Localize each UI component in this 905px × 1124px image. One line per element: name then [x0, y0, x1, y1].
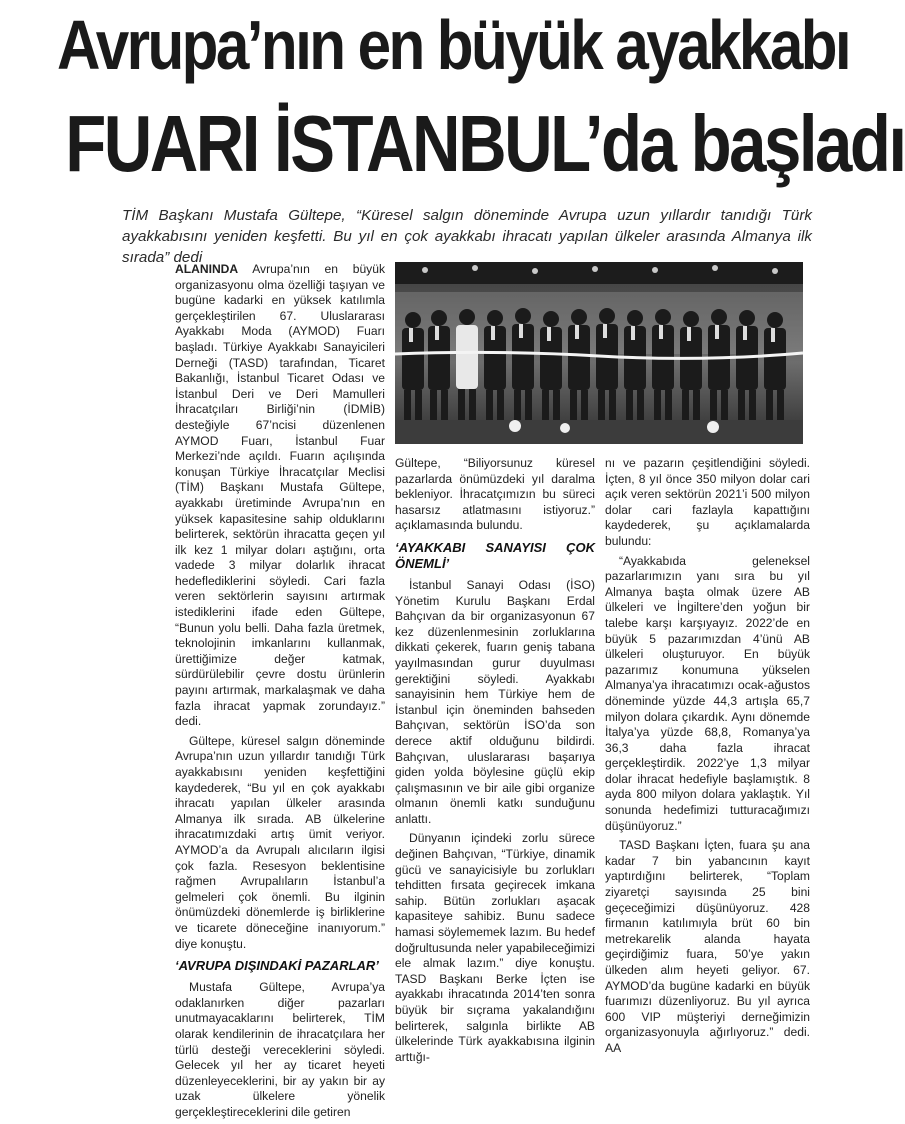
paragraph: TASD Başkanı İçten, fuara şu ana kadar 7 bin yabancının kayıt yaptırdığını belirterek, “Toplam ziyaretçi sayısında 25 bini geçeceğimizi düşünüyoruz. 428 firmanın katılımıyla brüt 60 bin metrekarelik alanda hayata geçirdiğimiz fuara, 50’ye yakın ülkeden alım heyeti geliyor. 67. AYMOD’da bugüne kadarki en büyük fuarımızı düzenliyoruz. Bu yıl ayrıca 600 VIP müşteriyi derneğimizin organizasyonuyla ağırlıyoruz.” dedi. AA [605, 838, 810, 1055]
section-subhead: ‘AYAKKABI SANAYISI ÇOK ÖNEMLİ’ [395, 539, 595, 571]
paragraph: Gültepe, “Biliyorsunuz küresel pazarlarda önümüzdeki yıl daralma bekleniyor. İhracatçımızın bu süreci hasarsız atlatmasını istiyoruz.” açıklamasında bulundu. [395, 456, 595, 533]
headline-line-2: FUARI İSTANBUL’da başladı [65, 99, 905, 188]
paragraph: “Ayakkabıda geleneksel pazarlarımızın yanı sıra bu yıl Almanya başta olmak üzere AB ülkeleri ve İngiltere’den yoğun bir talebe karşı karşıyayız. 2022’de en büyük 5 pazarımızdan 4’ünü AB ülkeleri oluşturuyor. En büyük pazarımız konumuna yükselen Almanya’ya ihracatımızı ocak-ağustos döneminde yüzde 44,3 artışla 65,7 milyon dolara çıkardık. Aynı dönemde İtalya’ya yüzde 68,8, Romanya’ya 36,3 daha fazla ihracat gerçekleştirdik. 2022’ye 1,3 milyar dolar ihracat hedefiyle başlamıştık. 8 ayda 800 milyon dolara yaklaştık. Yıl sonunda hedefimizi tutturacağımızı düşünüyoruz.” [605, 553, 810, 833]
paragraph [175, 262, 385, 730]
article-column-3 [605, 456, 810, 1061]
paragraph-text: Avrupa’nın en büyük organizasyonu olma özelliği taşıyan ve bugüne kadarki en yüksek katılımla gerçekleştirilen 67. Uluslararası Ayakkabı Moda (AYMOD) Fuarı başladı. Türkiye Ayakkabı Sanayicileri Derneği (TASD) tarafından, Ticaret Bakanlığı, İstanbul Ticaret Odası ve İstanbul Deri ve Deri Mamulleri İhracatçıları Birliği’nin (İDMİB) desteğiyle 67’ncisi düzenlenen AYMOD Fuarı, İstanbul Fuar Merkezi’nde açıldı. Fuarın açılışında konuşan Türkiye İhracatçılar Meclisi (TİM) Başkanı Mustafa Gültepe, ayakkabı üretiminde Avrupa’nın en yüksek kapasitesine sahip olduklarını belirterek, sektörün ihracatta geçen yıl ilk kez 1 milyar doları aştığını, orta vadede 3 milyar dolarlık ihracat hedeflediklerini söyledi. Cari fazla veren sektörlerin sayısını artırmak istediklerini ifade eden Gültepe, “Bunun yolu belli. Daha fazla üretmek, teknolojinin imkanlarını kullanmak, ürettiğimize değer katmak, sürdürülebilir çevre dostu ürünlerin payını artırmak, markalaşmak ve daha fazla ihracat yapmak zorundayız.” dedi. [175, 262, 385, 729]
paragraph: Mustafa Gültepe, Avrupa’ya odaklanırken diğer pazarları unutmayacaklarını belirterek, TİM olarak kendilerinin de ihracatçılara her türlü desteği vereceklerini söyledi. Gelecek yıl her ay ticaret heyeti düzenleyeceklerini, bir ay yakın bir ay uzak ülkelere yönelik gerçekleştireceklerini dile getiren [175, 980, 385, 1119]
photo-illustration [395, 262, 803, 444]
subheadline-dek: TİM Başkanı Mustafa Gültepe, “Küresel salgın döneminde Avrupa uzun yıllardır tanıdığı Türk ayakkabısını yeniden keşfetti. Bu yıl en çok ayakkabı ihracatı yapılan ülkeler arasında Almanya ilk sırada” dedi [122, 207, 812, 266]
article-column-1 [175, 262, 385, 1124]
paragraph: nı ve pazarın çeşitlendiğini söyledi. İçten, 8 yıl önce 350 milyon dolar cari açık veren sektörün 2021’i 500 milyon dolar cari fazlayla kapattığını kaydederek, şu açıklamalarda bulundu: [605, 456, 810, 548]
headline-line-1: Avrupa’nın en büyük ayakkabı [57, 6, 850, 84]
paragraph: Dünyanın içindeki zorlu sürece değinen Bahçıvan, “Türkiye, dinamik gücü ve sanayicisiyle bu zorlukları tehditten fırsata geçirecek imkana sahip. Bütün zorlukları aşacak kapasiteye sahibiz. Bunu sadece hamasi söylememek lazım. Bu hedef doğrultusunda neler yapabileceğimizi ele almak lazım.” diye konuştu. TASD Başkanı Berke İçten ise ayakkabı ihracatında 2014’ten sonra büyük bir sıçrama yakalandığını belirterek, salgınla birlikte AB ülkelerinde Türk ayakkabısına ilginin arttığı- [395, 831, 595, 1064]
section-subhead: ‘AVRUPA DIŞINDAKİ PAZARLAR’ [175, 958, 379, 974]
paragraph: Gültepe, küresel salgın döneminde Avrupa’nın uzun yıllardır tanıdığı Türk ayakkabısını yeniden keşfettiğini kaydederek, “Bu yıl en çok ayakkabı ihracatı yapılan ülkeler arasında Almanya ilk sırada. AB ülkelerine ihracatımızdaki artış ümit veriyor. AYMOD’a da Avrupalı alıcıların ilgisi çok fazla. Resesyon beklentisine rağmen Avrupalıların İstanbul’a gelmeleri çok önemli. Bu ilginin önümüzdeki dönemlerde iş birliklerine ve ticarete döneceğine inanıyorum.” diye konuştu. [175, 733, 385, 951]
paragraph: İstanbul Sanayi Odası (İSO) Yönetim Kurulu Başkanı Erdal Bahçıvan da bir organizasyonun 67 kez düzenlenmesinin zorluklarına dikkati çekerek, fuarın geniş tabana yayılmasından gurur duyulması gerektiğini söyledi. Ayakkabı sanayisinin hem Türkiye hem de İstanbul için öneminden bahseden Bahçıvan, sektörün İSO’da son derece aktif olduğunu bildirdi. Bahçıvan, uluslararası başarıya giden yolda böylesine güçlü ekip çalışmasının ve bir aile gibi organize olmanın önemli katkı sunduğunu anlattı. [395, 577, 595, 826]
article-column-2 [395, 456, 595, 1069]
lead-word: ALANINDA [175, 262, 239, 276]
ribbon-cutting-photo [395, 262, 803, 444]
